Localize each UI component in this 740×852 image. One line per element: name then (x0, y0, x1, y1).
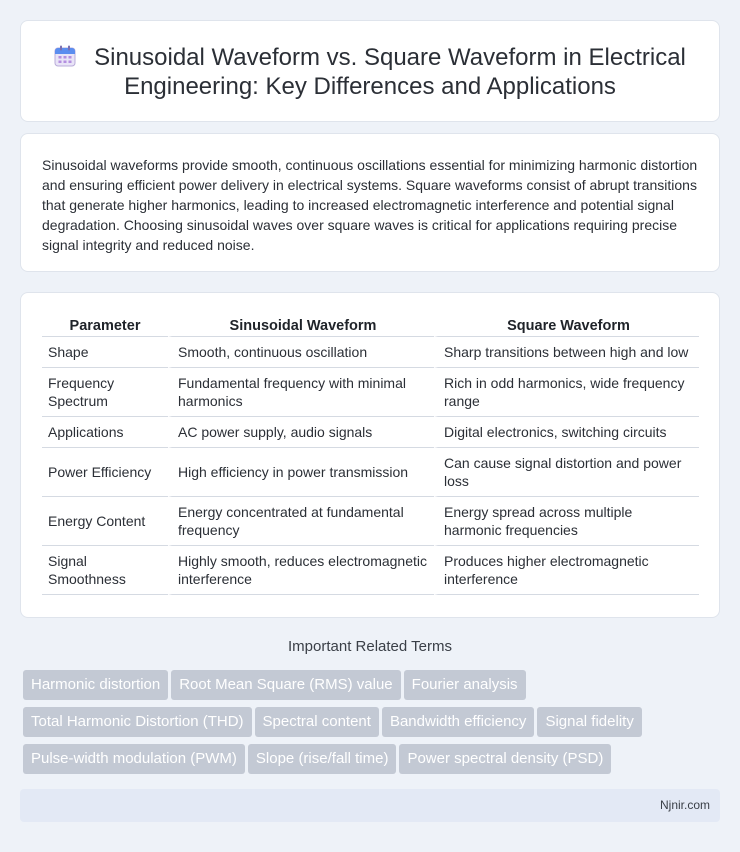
cell-parameter: Frequency Spectrum (42, 368, 168, 417)
intro-paragraph: Sinusoidal waveforms provide smooth, continuous oscillations essential for minimizing harmonic distortion and ensuring efficient power delivery in electrical systems. Square waveforms consist of abrupt transitions that generate higher harmonics, leading to increased electromagnetic interference and potential signal degradation. Choosing sinusoidal waves over square waves is critical for applications requiring precise signal integrity and reduced noise. (42, 157, 698, 253)
cell-parameter: Shape (42, 337, 168, 368)
title-line-2: Engineering: Key Differences and Applications (124, 73, 616, 100)
tag-psd[interactable]: Power spectral density (PSD) (399, 744, 611, 774)
title-line-1: Sinusoidal Waveform vs. Square Waveform in Electrical (94, 44, 686, 71)
related-terms-heading: Important Related Terms (288, 638, 452, 655)
tag-harmonic-distortion[interactable]: Harmonic distortion (23, 670, 168, 700)
tag-spectral-content[interactable]: Spectral content (255, 707, 379, 737)
tag-bandwidth-efficiency[interactable]: Bandwidth efficiency (382, 707, 534, 737)
cell-sinusoidal: High efficiency in power transmission (168, 448, 434, 497)
title-card (20, 20, 720, 122)
tag-pwm[interactable]: Pulse-width modulation (PWM) (23, 744, 245, 774)
table-row (42, 546, 699, 595)
table-row (42, 337, 699, 368)
intro-card (20, 133, 720, 272)
header-sinusoidal: Sinusoidal Waveform (168, 316, 434, 337)
table-row (42, 417, 699, 448)
page-title (21, 43, 719, 101)
tag-row (23, 744, 723, 781)
tag-slope[interactable]: Slope (rise/fall time) (248, 744, 397, 774)
cell-square: Digital electronics, switching circuits (434, 417, 699, 448)
cell-parameter: Signal Smoothness (42, 546, 168, 595)
cell-square: Sharp transitions between high and low (434, 337, 699, 368)
tag-rms-value[interactable]: Root Mean Square (RMS) value (171, 670, 400, 700)
tag-row (23, 707, 723, 744)
cell-sinusoidal: Fundamental frequency with minimal harmonics (168, 368, 434, 417)
cell-parameter: Energy Content (42, 497, 168, 546)
tag-row (23, 670, 723, 707)
calendar-icon (54, 45, 76, 67)
header-square: Square Waveform (434, 316, 699, 337)
cell-square: Produces higher electromagnetic interference (434, 546, 699, 595)
table-row (42, 448, 699, 497)
header-parameter: Parameter (42, 316, 168, 337)
cell-parameter: Applications (42, 417, 168, 448)
cell-sinusoidal: Highly smooth, reduces electromagnetic interference (168, 546, 434, 595)
cell-sinusoidal: AC power supply, audio signals (168, 417, 434, 448)
cell-sinusoidal: Smooth, continuous oscillation (168, 337, 434, 368)
comparison-table (42, 316, 699, 595)
table-row (42, 368, 699, 417)
cell-sinusoidal: Energy concentrated at fundamental frequency (168, 497, 434, 546)
table-row (42, 497, 699, 546)
cell-square: Energy spread across multiple harmonic frequencies (434, 497, 699, 546)
cell-square: Rich in odd harmonics, wide frequency range (434, 368, 699, 417)
comparison-card (20, 292, 720, 618)
tag-thd[interactable]: Total Harmonic Distortion (THD) (23, 707, 252, 737)
table-header-row (42, 316, 699, 337)
footer (20, 789, 720, 822)
cell-parameter: Power Efficiency (42, 448, 168, 497)
related-terms-list (23, 670, 723, 781)
cell-square: Can cause signal distortion and power loss (434, 448, 699, 497)
footer-brand[interactable]: Njnir.com (659, 798, 710, 812)
tag-fourier-analysis[interactable]: Fourier analysis (404, 670, 526, 700)
tag-signal-fidelity[interactable]: Signal fidelity (537, 707, 641, 737)
